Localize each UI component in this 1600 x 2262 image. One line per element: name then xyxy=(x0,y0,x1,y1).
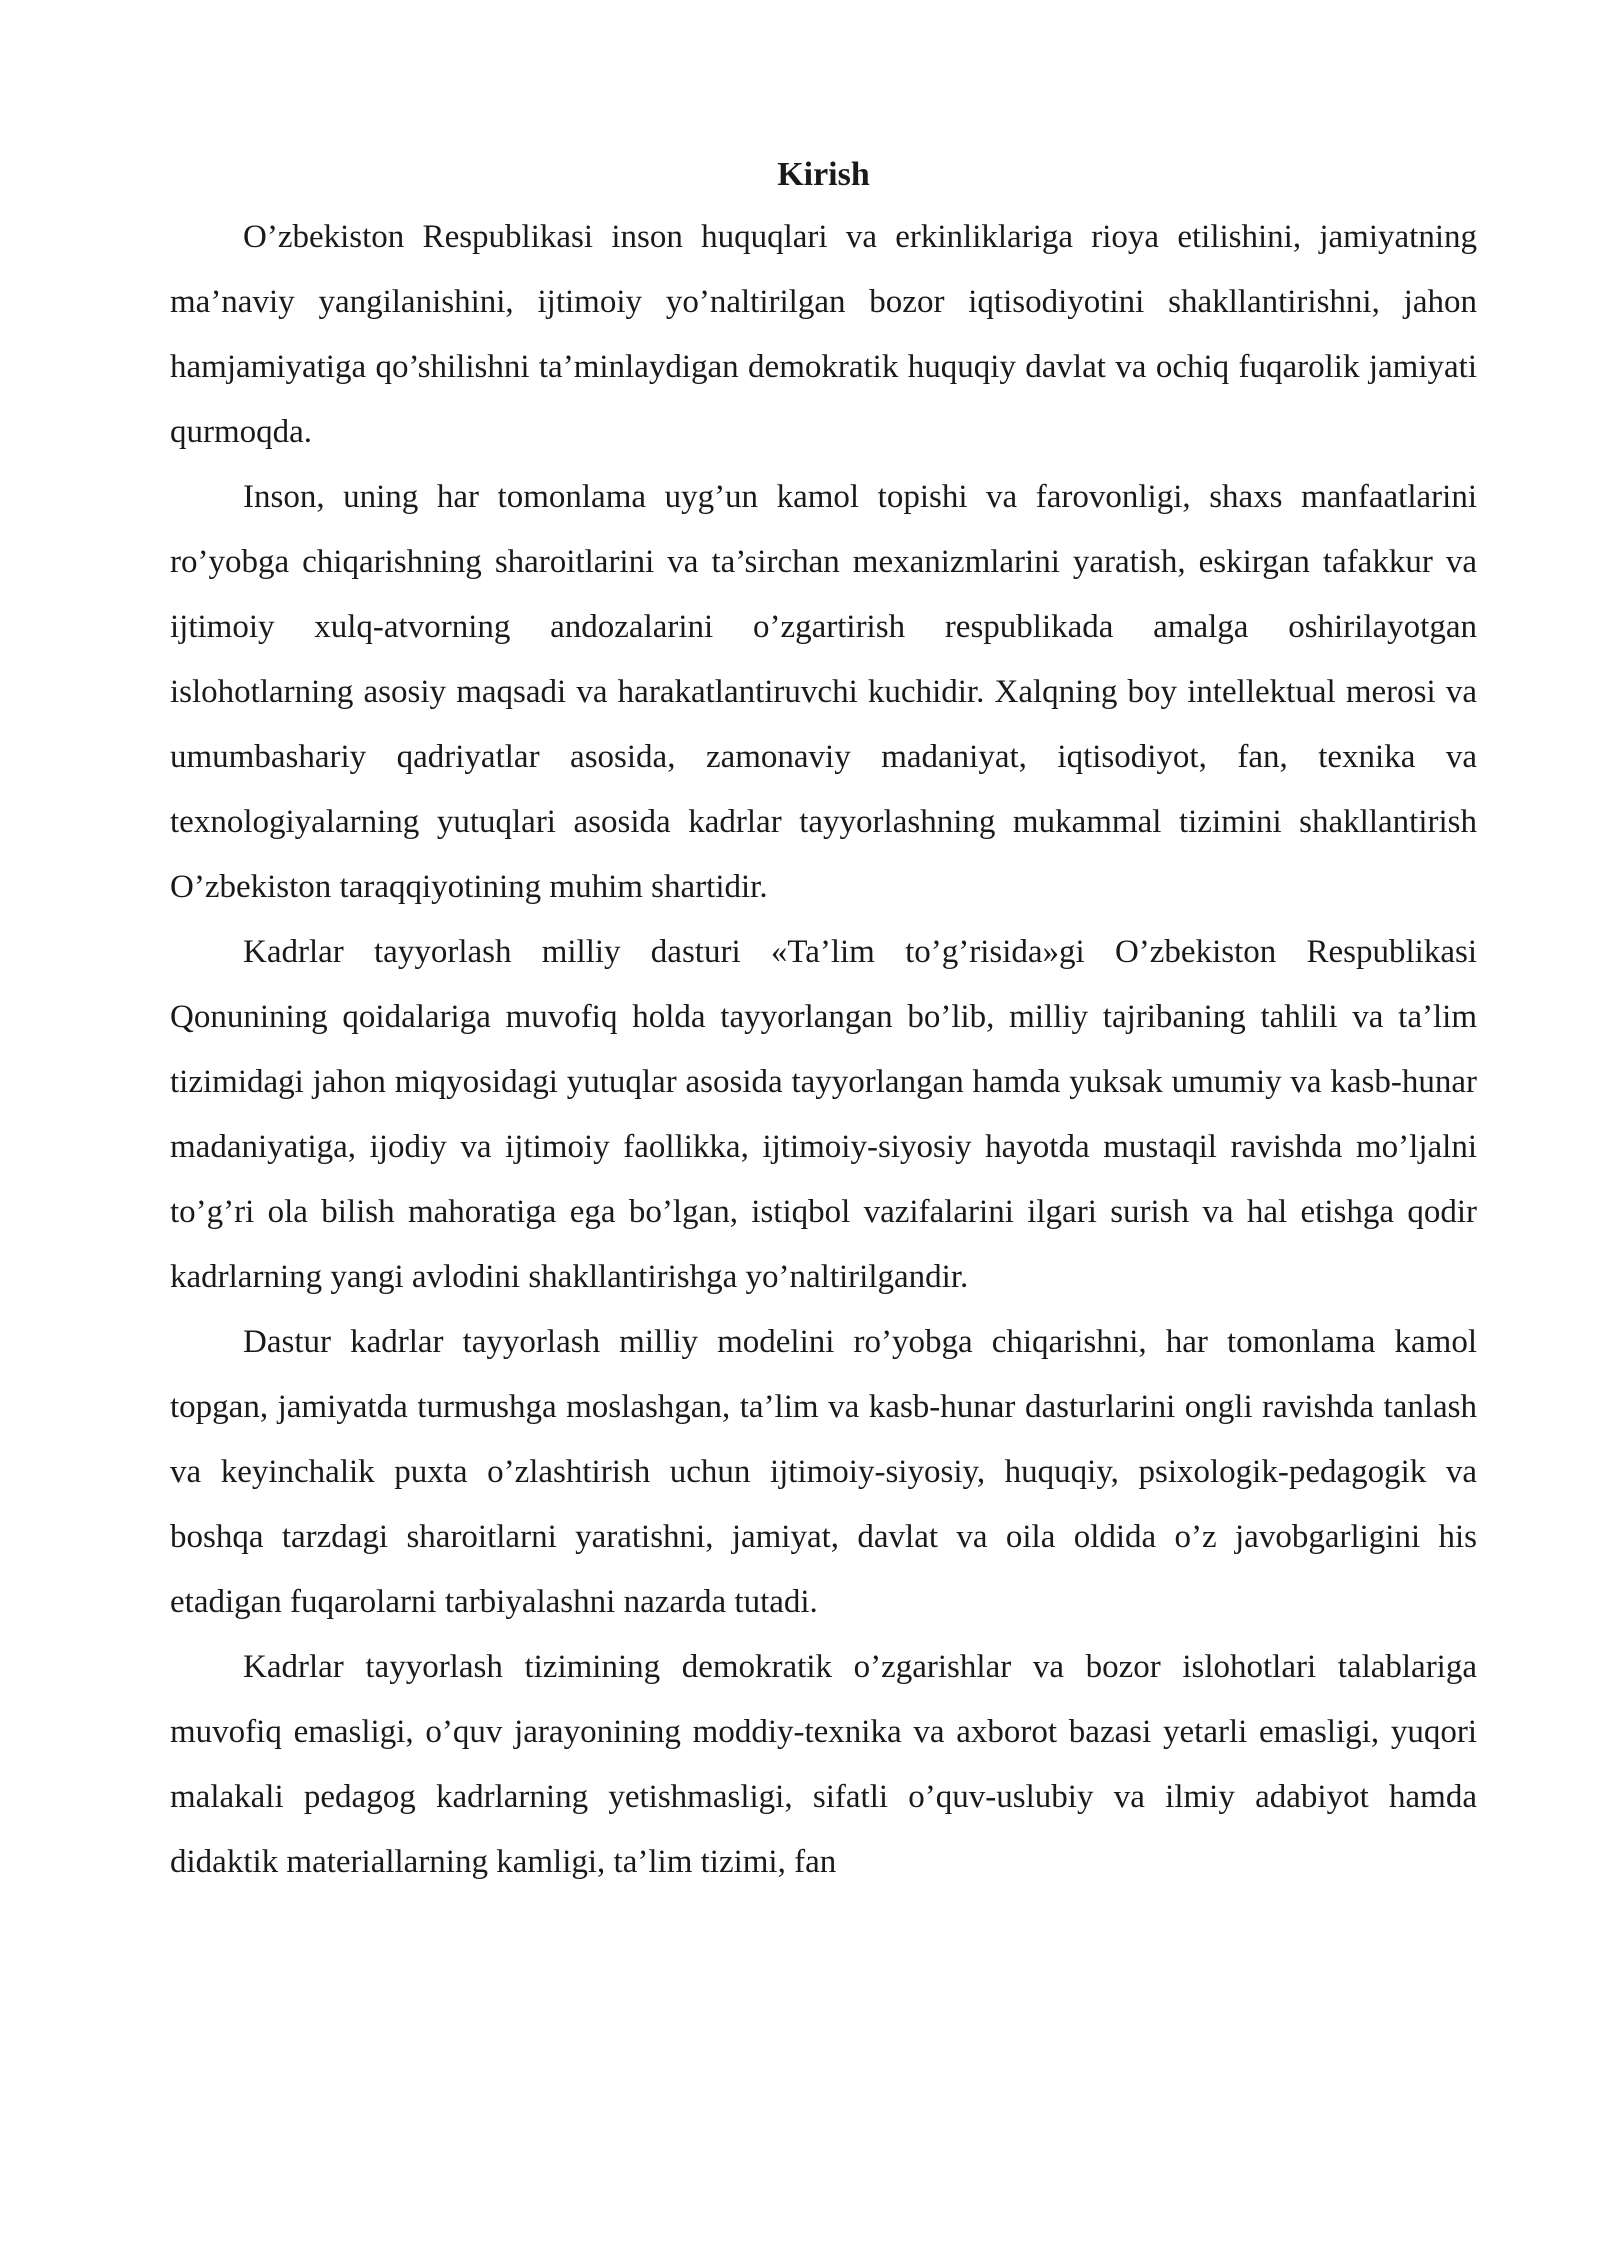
paragraph-2: Inson, uning har tomonlama uyg’un kamol topishi va farovonligi, shaxs manfaatlarini ro’yobga chiqarishning sharoitlarini va ta’sirchan mexanizmlarini yaratish, eskirgan tafakkur va ijtimoiy xulq-atvorning andozalarini o’zgartirish respublikada amalga oshirilayotgan islohotlarning asosiy maqsadi va harakatlantiruvchi kuchidir. Xalqning boy intellektual merosi va umumbashariy qadriyatlar asosida, zamonaviy madaniyat, iqtisodiyot, fan, texnika va texnologiyalarning yutuqlari asosida kadrlar tayyorlashning mukammal tizimini shakllantirish O’zbekiston taraqqiyotining muhim shartidir. xyxy=(170,479,1477,905)
document-title: Kirish xyxy=(777,156,870,193)
paragraph-1: O’zbekiston Respublikasi inson huquqlari va erkinliklariga rioya etilishini, jamiyatning ma’naviy yangilanishini, ijtimoiy yo’naltirilgan bozor iqtisodiyotini shakllantirishni, jahon hamjamiyatiga qo’shilishni ta’minlaydigan demokratik huquqiy davlat va ochiq fuqarolik jamiyati qurmoqda. xyxy=(170,219,1477,450)
paragraph-4: Dastur kadrlar tayyorlash milliy modelini ro’yobga chiqarishni, har tomonlama kamol topgan, jamiyatda turmushga moslashgan, ta’lim va kasb-hunar dasturlarini ongli ravishda tanlash va keyinchalik puxta o’zlashtirish uchun ijtimoiy-siyosiy, huquqiy, psixologik-pedagogik va boshqa tarzdagi sharoitlarni yaratishni, jamiyat, davlat va oila oldida o’z javobgarligini his etadigan fuqarolarni tarbiyalashni nazarda tutadi. xyxy=(170,1324,1477,1620)
document-page xyxy=(170,145,1477,1895)
paragraph-5: Kadrlar tayyorlash tizimining demokratik o’zgarishlar va bozor islohotlari talablariga muvofiq emasligi, o’quv jarayonining moddiy-texnika va axborot bazasi yetarli emasligi, yuqori malakali pedagog kadrlarning yetishmasligi, sifatli o’quv-uslubiy va ilmiy adabiyot hamda didaktik materiallarning kamligi, ta’lim tizimi, fan xyxy=(170,1649,1477,1880)
paragraph-3: Kadrlar tayyorlash milliy dasturi «Ta’lim to’g’risida»gi O’zbekiston Respublikasi Qonunining qoidalariga muvofiq holda tayyorlangan bo’lib, milliy tajribaning tahlili va ta’lim tizimidagi jahon miqyosidagi yutuqlar asosida tayyorlangan hamda yuksak umumiy va kasb-hunar madaniyatiga, ijodiy va ijtimoiy faollikka, ijtimoiy-siyosiy hayotda mustaqil ravishda mo’ljalni to’g’ri ola bilish mahoratiga ega bo’lgan, istiqbol vazifalarini ilgari surish va hal etishga qodir kadrlarning yangi avlodini shakllantirishga yo’naltirilgandir. xyxy=(170,934,1477,1295)
